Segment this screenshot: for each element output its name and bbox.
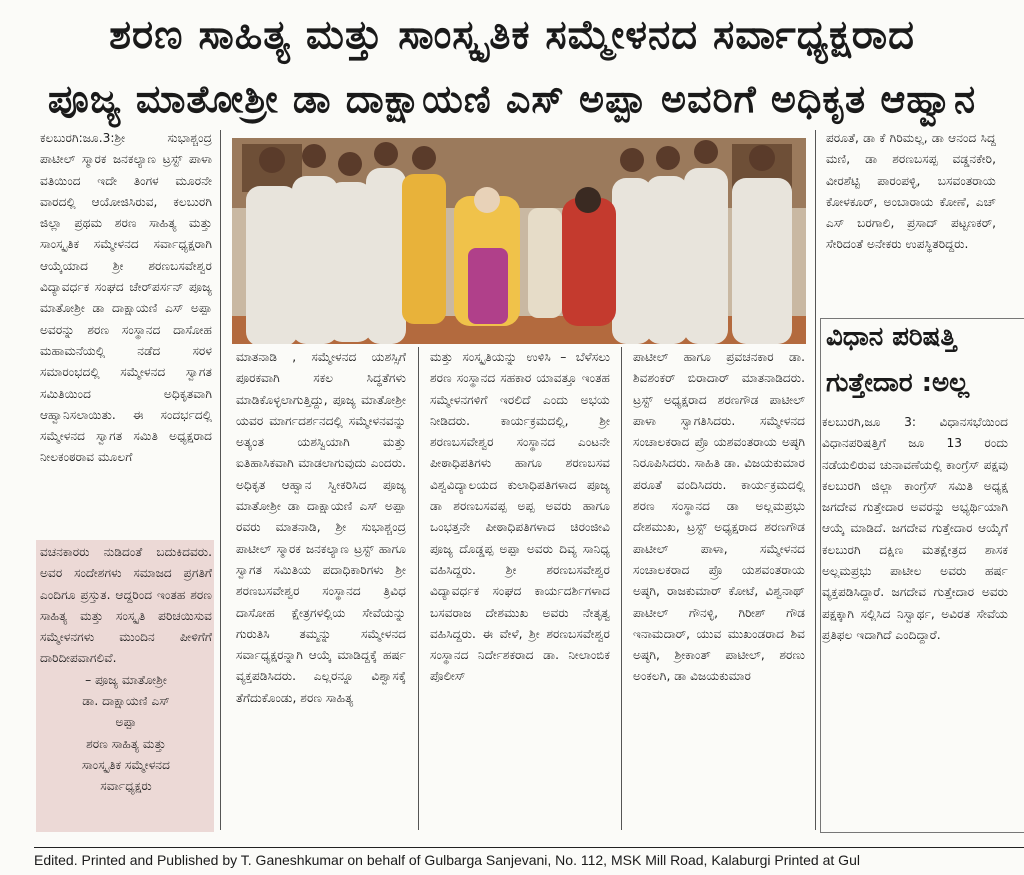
column-1-text: ಕಲಬುರಗಿ:ಜೂ.3:ಶ್ರೀ ಸುಭಾಶ್ಚಂದ್ರ ಪಾಟೀಲ್ ಸ್ಮಾರಕ ಜನಕಲ್ಯಾಣ ಟ್ರಸ್ಟ್ ಪಾಳಾ ವತಿಯಿಂದ ಇದೇ ತಿಂಗಳ ಮೂರನೇ ವಾರದಲ್ಲಿ ಆಯೋಜಿಸಿರುವ, ಕಲಬುರಗಿ ಜಿಲ್ಲಾ ಪ್ರಥಮ ಶರಣ ಸಾಹಿತ್ಯ ಮತ್ತು ಸಾಂಸ್ಕೃತಿಕ ಸಮ್ಮೇಳನದ ಸರ್ವಾಧ್ಯಕ್ಷರಾಗಿ ಆಯ್ಕೆಯಾದ ಶ್ರೀ ಶರಣಬಸವೇಶ್ವರ ವಿದ್ಯಾವರ್ಧಕ ಸಂಘದ ಚೇರ್‌ಪರ್ಸನ್ ಪೂಜ್ಯ ಮಾತೋಶ್ರೀ ಡಾ ದಾಕ್ಷಾಯಣಿ ಎಸ್ ಅಪ್ಪಾ ಅವರನ್ನು ಶರಣ ಸಂಸ್ಥಾನದ ದಾಸೋಹ ಮಹಾಮನೆಯಲ್ಲಿ ನಡೆದ ಸರಳ ಸಮಾರಂಭದಲ್ಲಿ ಸಮ್ಮೇಳನದ ಸ್ವಾಗತ ಸಮಿತಿಯಿಂದ ಅಧಿಕೃತವಾಗಿ ಆಹ್ವಾನಿಸಲಾಯಿತು. ಈ ಸಂದರ್ಭದಲ್ಲಿ ಸಮ್ಮೇಳನದ ಸ್ವಾಗತ ಸಮಿತಿ ಅಧ್ಯಕ್ಷರಾದ ನೀಲಕಂಠರಾವ ಮೂಲಗೆ bbox=[40, 131, 212, 465]
article-column-1 bbox=[40, 128, 212, 538]
news-photo bbox=[232, 138, 806, 344]
column-divider bbox=[418, 347, 419, 830]
column-4-text: ಪಾಟೀಲ್ ಹಾಗೂ ಪ್ರವಚನಕಾರ ಡಾ. ಶಿವಶಂಕರ್ ಬಿರಾದಾರ್ ಮಾತನಾಡಿದರು. ಟ್ರಸ್ಟ್ ಅಧ್ಯಕ್ಷರಾದ ಶರಣಗೌಡ ಪಾಟೀಲ್ ಪಾಳಾ ಸ್ವಾಗತಿಸಿದರು. ಸಮ್ಮೇಳನದ ಸಂಚಾಲಕರಾದ ಪ್ರೊ ಯಶವಂತರಾಯ ಅಷ್ಠಗಿ ನಿರೂಪಿಸಿದರು. ಸಾಹಿತಿ ಡಾ. ವಿಜಯಕುಮಾರ ಪರೂತೆ ವಂದಿಸಿದರು. ಕಾರ್ಯಕ್ರಮದಲ್ಲಿ ಶರಣ ಸಂಸ್ಥಾನದ ಡಾ ಅಲ್ಲಮಪ್ರಭು ದೇಶಮುಖ, ಟ್ರಸ್ಟ್ ಅಧ್ಯಕ್ಷರಾದ ಶರಣಗೌಡ ಪಾಟೀಲ್ ಪಾಳಾ, ಸಮ್ಮೇಳನದ ಸಂಚಾಲಕರಾದ ಪ್ರೊ ಯಶವಂತರಾಯ ಅಷ್ಠಗಿ, ರಾಜಕುಮಾರ್ ಕೋಟೆ, ವಿಶ್ವನಾಥ್ ಪಾಟೀಲ್ ಗೌನಳ್ಳಿ, ಗಿರೀಶ್ ಗೌಡ ಇನಾಮದಾರ್, ಯುವ ಮುಖಂಡರಾದ ಶಿವ ಅಷ್ಠಗಿ, ಶ್ರೀಕಾಂತ್ ಪಾಟೀಲ್, ಶರಣು ಅಂಕಲಗಿ, ಡಾ ವಿಜಯಕುಮಾರ bbox=[633, 350, 805, 684]
column-2-text: ಮಾತನಾಡಿ , ಸಮ್ಮೇಳನದ ಯಶಸ್ಸಿಗೆ ಪೂರಕವಾಗಿ ಸಕಲ ಸಿದ್ಧತೆಗಳು ಮಾಡಿಕೊಳ್ಳಲಾಗುತ್ತಿದ್ದು, ಪೂಜ್ಯ ಮಾತೋಶ್ರೀ ಯವರ ಮಾರ್ಗದರ್ಶನದಲ್ಲಿ ಸಮ್ಮೇಳನವನ್ನು ಅತ್ಯಂತ ಯಶಸ್ವಿಯಾಗಿ ಮತ್ತು ಐತಿಹಾಸಿಕವಾಗಿ ಮಾಡಲಾಗುವುದು ಎಂದರು. ಅಧಿಕೃತ ಆಹ್ವಾನ ಸ್ವೀಕರಿಸಿದ ಪೂಜ್ಯ ಮಾತೋಶ್ರೀ ಡಾ ದಾಕ್ಷಾಯಣಿ ಎಸ್ ಅಪ್ಪಾ ರವರು ಮಾತನಾಡಿ, ಶ್ರೀ ಸುಭಾಶ್ಚಂದ್ರ ಪಾಟೀಲ್ ಸ್ಮಾರಕ ಜನಕಲ್ಯಾಣ ಟ್ರಸ್ಟ್ ಹಾಗೂ ಸ್ವಾಗತ ಸಮಿತಿಯ ಪದಾಧಿಕಾರಿಗಳು ಶ್ರೀ ಶರಣಬಸವೇಶ್ವರ ಸಂಸ್ಥಾನದ ತ್ರಿವಿಧ ದಾಸೋಹ ಕ್ಷೇತ್ರಗಳಲ್ಲಿಯ ಸೇವೆಯನ್ನು ಗುರುತಿಸಿ ತಮ್ಮನ್ನು ಸಮ್ಮೇಳನದ ಸರ್ವಾಧ್ಯಕ್ಷರನ್ನಾಗಿ ಆಯ್ಕೆ ಮಾಡಿದ್ದಕ್ಕೆ ಹರ್ಷ ವ್ಯಕ್ತಪಡಿಸಿದರು. ಎಲ್ಲರನ್ನೂ ವಿಶ್ವಾಸಕ್ಕೆ ತೆಗೆದುಕೊಂಡು, ಶರಣ ಸಾಹಿತ್ಯ bbox=[236, 350, 406, 705]
headline-line-2: ಪೂಜ್ಯ ಮಾತೋಶ್ರೀ ಡಾ ದಾಕ್ಷಾಯಣಿ ಎಸ್ ಅಪ್ಪಾ ಅವರಿಗೆ ಅಧಿಕೃತ ಆಹ್ವಾನ bbox=[47, 77, 977, 121]
group-photo-illustration bbox=[232, 138, 806, 344]
imprint-footer: Edited. Printed and Published by T. Ganeshkumar on behalf of Gulbarga Sanjevani, No. 112, MSK Mill Road, Kalaburgi Printed at Gul bbox=[34, 847, 1024, 872]
quote-attribution-4: ಶರಣ ಸಾಹಿತ್ಯ ಮತ್ತು bbox=[86, 736, 166, 751]
column-divider bbox=[621, 347, 622, 830]
sidebar-column bbox=[822, 412, 1008, 830]
article-column-2 bbox=[236, 347, 406, 827]
quote-attribution-5: ಸಾಂಸ್ಕೃತಿಕ ಸಮ್ಮೇಳನದ bbox=[82, 757, 170, 772]
sidebar-headline-1: ವಿಧಾನ ಪರಿಷತ್ತಿ bbox=[826, 322, 957, 352]
sidebar-headline-2: ಗುತ್ತೇದಾರ :ಅಲ್ಲ bbox=[826, 368, 970, 398]
column-3-text: ಮತ್ತು ಸಂಸ್ಕೃತಿಯನ್ನು ಉಳಿಸಿ – ಬೆಳೆಸಲು ಶರಣ ಸಂಸ್ಥಾನದ ಸಹಕಾರ ಯಾವತ್ತೂ ಇಂತಹ ಸಮ್ಮೇಳನಗಳಿಗೆ ಇರಲಿದೆ ಎಂದು ಅಭಯ ನೀಡಿದರು. ಕಾರ್ಯಕ್ರಮದಲ್ಲಿ, ಶ್ರೀ ಶರಣಬಸವೇಶ್ವರ ಸಂಸ್ಥಾನದ ಎಂಟನೇ ಪೀಠಾಧಿಪತಿಗಳು ಹಾಗೂ ಶರಣಬಸವ ವಿಶ್ವವಿದ್ಯಾಲಯದ ಕುಲಾಧಿಪತಿಗಳಾದ ಪೂಜ್ಯ ಡಾ ಶರಣಬಸವಪ್ಪ ಅಪ್ಪ ಅವರು ಹಾಗೂ ಒಂಭತ್ತನೇ ಪೀಠಾಧಿಪತಿಗಳಾದ ಚಿರಂಜೀವಿ ಪೂಜ್ಯ ದೊಡ್ಡಪ್ಪ ಅಪ್ಪಾ ಅವರು ದಿವ್ಯ ಸಾನಿಧ್ಯ ವಹಿಸಿದ್ದರು. ಶ್ರೀ ಶರಣಬಸವೇಶ್ವರ ವಿದ್ಯಾವರ್ಧಕ ಸಂಘದ ಕಾರ್ಯದರ್ಶಿಗಳಾದ ಬಸವರಾಜ ದೇಶಮುಖ ಅವರು ನೇತೃತ್ವ ವಹಿಸಿದ್ದರು. ಈ ವೇಳೆ, ಶ್ರೀ ಶರಣಬಸವೇಶ್ವರ ಸಂಸ್ಥಾನದ ನಿರ್ದೇಶಕರಾದ ಡಾ. ನೀಲಾಂಬಿಕ ಪೊಲೀಸ್ bbox=[430, 350, 610, 684]
quote-attribution-3: ಅಪ್ಪಾ bbox=[115, 715, 137, 730]
column-divider bbox=[815, 130, 816, 830]
column-5-text: ಪರೂತೆ, ಡಾ ಕೆ ಗಿರಿಮಲ್ಲ, ಡಾ ಆನಂದ ಸಿದ್ದ ಮಣಿ, ಡಾ ಶರಣಬಸಪ್ಪ ವಡ್ಡನಕೇರಿ, ವೀರಶೆಟ್ಟಿ ಪಾರಂಪಳ್ಳಿ, ಬಸವಂತರಾಯ ಕೋಳಕೂರ್, ಅಂಬಾರಾಯ ಕೋಣೆ, ಎಚ್ ಎಸ್ ಬರಗಾಲಿ, ಪ್ರಸಾದ್ ಪಟ್ಟಣಕರ್, ಸೇರಿದಂತೆ ಅನೇಕರು ಉಪಸ್ಥಿತರಿದ್ದರು. bbox=[826, 131, 996, 252]
article-column-5 bbox=[826, 128, 996, 303]
article-column-3 bbox=[430, 347, 610, 827]
quote-attribution-6: ಸರ್ವಾಧ್ಯಕ್ಷರು bbox=[100, 779, 152, 794]
quote-attribution-1: – ಪೂಜ್ಯ ಮಾತೋಶ್ರೀ bbox=[85, 672, 167, 687]
sidebar-text: ಕಲಬುರಗಿ,ಜೂ 3: ವಿಧಾನಸಭೆಯಿಂದ ವಿಧಾನಪರಿಷತ್ತಿಗೆ ಜೂ 13 ರಂದು ನಡೆಯಲಿರುವ ಚುನಾವಣೆಯಲ್ಲಿ ಕಾಂಗ್ರೆಸ್ ಪಕ್ಷವು ಕಲಬುರಗಿ ಜಿಲ್ಲಾ ಕಾಂಗ್ರೆಸ್ ಸಮಿತಿ ಅಧ್ಯಕ್ಷ ಜಗದೇವ ಗುತ್ತೇದಾರ ಅವರನ್ನು ಅಭ್ಯರ್ಥಿಯಾಗಿ ಆಯ್ಕೆ ಮಾಡಿದೆ. ಜಗದೇವ ಗುತ್ತೇದಾರ ಆಯ್ಕೆಗೆ ಕಲಬುರಗಿ ದಕ್ಷಿಣ ಮತಕ್ಷೇತ್ರದ ಶಾಸಕ ಅಲ್ಲಮಪ್ರಭು ಪಾಟೀಲ ಅವರು ಹರ್ಷ ವ್ಯಕ್ತಪಡಿಸಿದ್ದಾರೆ. ಜಗದೇವ ಗುತ್ತೇದಾರ ಅವರು ಪಕ್ಷಕ್ಕಾಗಿ ಸಲ್ಲಿಸಿದ ನಿಸ್ವಾರ್ಥ, ಅವಿರತ ಸೇವೆಯ ಪ್ರತಿಫಲ ಇದಾಗಿದೆ ಎಂದಿದ್ದಾರೆ. bbox=[822, 415, 1008, 642]
quote-text: ವಚನಕಾರರು ನುಡಿದಂತೆ ಬದುಕಿದವರು. ಅವರ ಸಂದೇಶಗಳು ಸಮಾಜದ ಪ್ರಗತಿಗೆ ಎಂದಿಗೂ ಪ್ರಸ್ತುತ. ಆದ್ದರಿಂದ ಇಂತಹ ಶರಣ ಸಾಹಿತ್ಯ ಮತ್ತು ಸಂಸ್ಕೃತಿ ಪರಿಚಯಿಸುವ ಸಮ್ಮೇಳನಗಳು ಮುಂದಿನ ಪೀಳಿಗೆಗೆ ದಾರಿದೀಪವಾಗಲಿವೆ. bbox=[40, 545, 212, 666]
column-divider bbox=[220, 130, 221, 830]
quote-column bbox=[40, 542, 212, 832]
article-column-4 bbox=[633, 347, 805, 827]
quote-attribution-2: ಡಾ. ದಾಕ್ಷಾಯಣಿ ಎಸ್ bbox=[82, 694, 170, 709]
headline-line-1: ಶರಣ ಸಾಹಿತ್ಯ ಮತ್ತು ಸಾಂಸ್ಕೃತಿಕ ಸಮ್ಮೇಳನದ ಸರ್ವಾಧ್ಯಕ್ಷರಾದ bbox=[109, 12, 915, 58]
